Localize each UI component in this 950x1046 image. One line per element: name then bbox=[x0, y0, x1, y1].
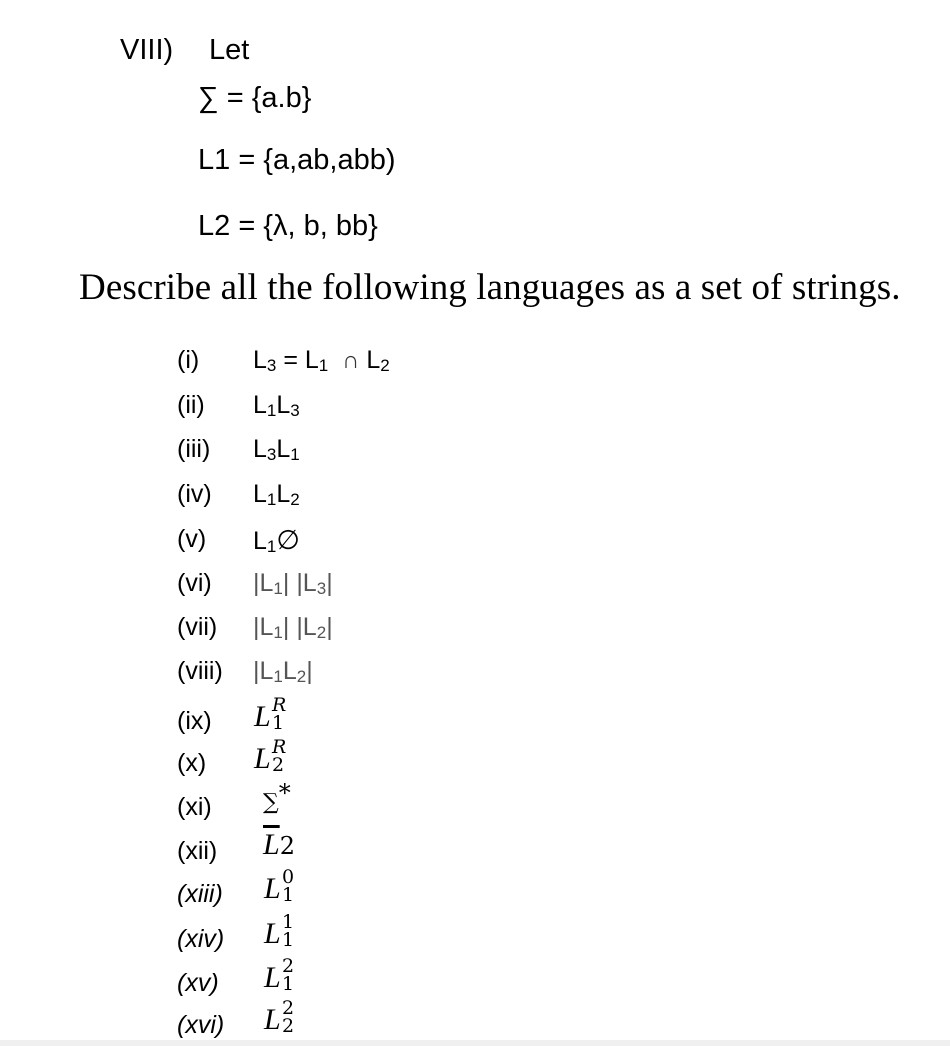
item-expr-vii: |L1| |L2| bbox=[253, 613, 333, 642]
item-expr-v: L1∅ bbox=[253, 525, 300, 556]
item-label-v: (v) bbox=[177, 525, 207, 553]
item-label-xi: (xi) bbox=[177, 793, 212, 821]
item-expr-xv: L 2 1 bbox=[264, 955, 295, 995]
item-label-vi: (vi) bbox=[177, 569, 212, 597]
l1-definition: L1 = {a,ab,abb) bbox=[198, 144, 396, 176]
empty-set-icon: ∅ bbox=[276, 525, 300, 555]
item-label-xiii: (xiii) bbox=[177, 880, 223, 908]
l2-definition: L2 = {λ, b, bb} bbox=[198, 210, 378, 242]
let-label: Let bbox=[209, 34, 250, 66]
sigma-definition: ∑ = {a.b} bbox=[198, 82, 312, 114]
item-label-ix: (ix) bbox=[177, 707, 212, 735]
item-expr-x: L R 2 bbox=[254, 736, 287, 776]
item-label-x: (x) bbox=[177, 749, 207, 777]
item-expr-xvi: L 2 2 bbox=[264, 997, 295, 1037]
intersection-icon: ∩ bbox=[342, 347, 360, 374]
item-label-ii: (ii) bbox=[177, 391, 205, 419]
bottom-edge bbox=[0, 1040, 950, 1046]
item-label-xv: (xv) bbox=[177, 969, 219, 997]
question-number: VIII) bbox=[120, 34, 174, 66]
item-label-xiv: (xiv) bbox=[177, 925, 225, 953]
item-expr-xiv: L 1 1 bbox=[264, 911, 295, 951]
item-expr-xiii: L 0 1 bbox=[264, 866, 295, 906]
sigma-icon: ∑ bbox=[263, 790, 279, 815]
instruction-text: Describe all the following languages as a set of strings. bbox=[79, 267, 901, 308]
item-label-iv: (iv) bbox=[177, 480, 212, 508]
item-label-i: (i) bbox=[177, 346, 200, 374]
item-label-viii: (viii) bbox=[177, 657, 223, 685]
item-expr-ix: L R 1 bbox=[254, 694, 287, 734]
item-expr-i: L3 = L1 ∩ L2 bbox=[253, 346, 390, 375]
item-expr-xii: $\overline{L}2$ bbox=[263, 828, 295, 861]
item-label-vii: (vii) bbox=[177, 613, 218, 641]
item-expr-xi: ∑* bbox=[263, 779, 291, 815]
item-label-xii: (xii) bbox=[177, 837, 218, 865]
item-expr-ii: L1L3 bbox=[253, 391, 300, 420]
item-expr-viii: |L1L2| bbox=[253, 657, 313, 686]
item-label-xvi: (xvi) bbox=[177, 1011, 225, 1039]
item-expr-vi: |L1| |L3| bbox=[253, 569, 333, 598]
item-expr-iv: L1L2 bbox=[253, 480, 300, 509]
item-expr-iii: L3L1 bbox=[253, 435, 300, 464]
item-label-iii: (iii) bbox=[177, 435, 211, 463]
